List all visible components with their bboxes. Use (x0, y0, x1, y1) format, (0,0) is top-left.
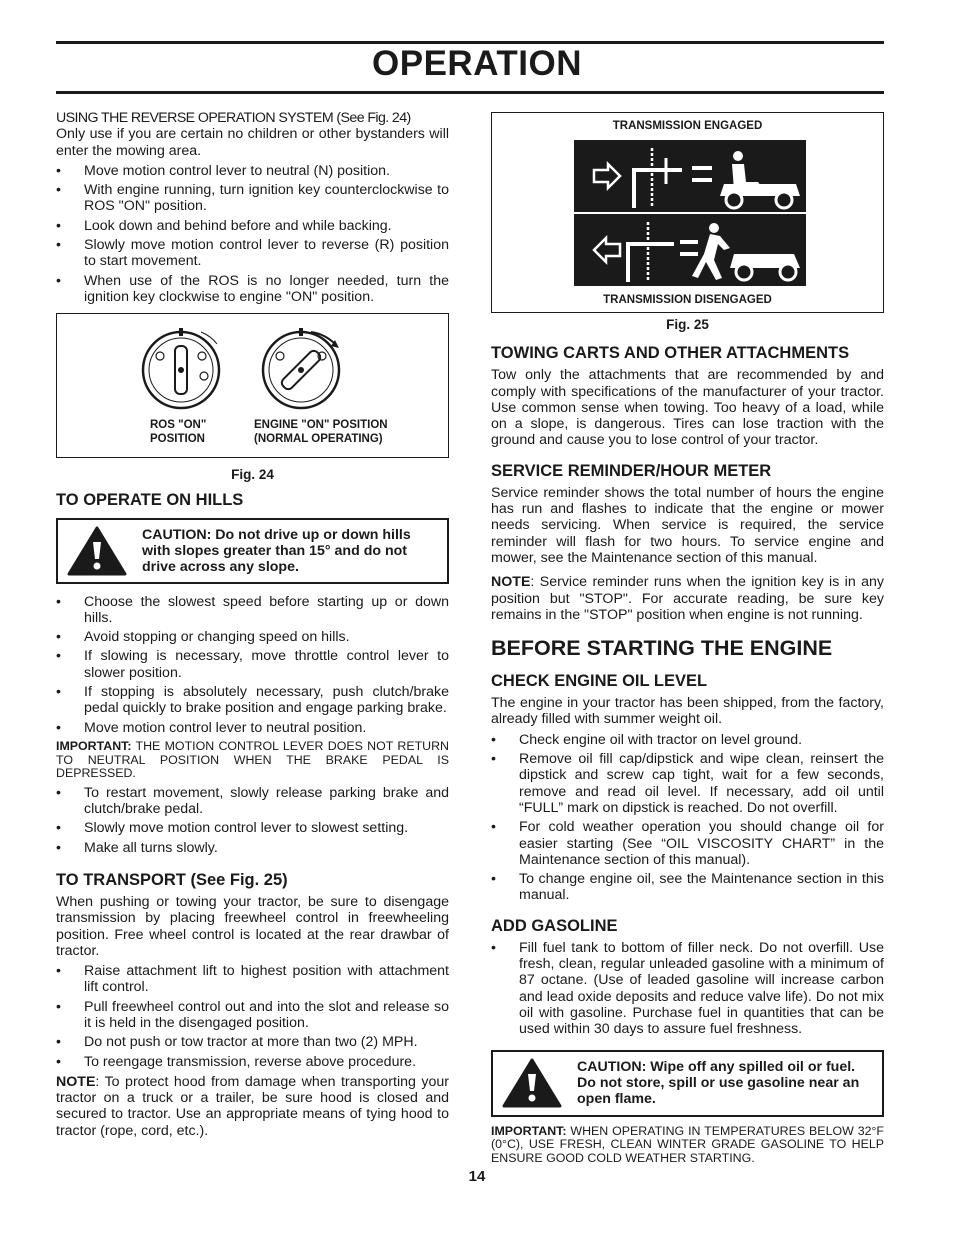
oil-heading: CHECK ENGINE OIL LEVEL (491, 672, 708, 691)
hills-important (56, 740, 449, 781)
list-item: • Raise attachment lift to highest position with attachment lift control. (56, 963, 449, 996)
left-column (56, 110, 449, 1143)
transport-note-text: : To protect hood from damage when transporting your tractor on a truck or a trailer, be sure hood is closed and secured to tractor. Use an appropriate means of tying hood to tractor (rope, cord, etc.). (56, 1073, 449, 1139)
list-item: • Check engine oil with tractor on level ground. (491, 732, 884, 748)
page-title: OPERATION (372, 44, 582, 83)
gas-steps-list (491, 940, 884, 1038)
gas-heading: ADD GASOLINE (491, 916, 618, 935)
hills-important-label: IMPORTANT: (56, 738, 132, 753)
transport-steps-list (56, 963, 449, 1070)
list-item: • Slowly move motion control lever to reverse (R) position to start movement. (56, 237, 449, 270)
fig25-caption: Fig. 25 (666, 317, 709, 332)
before-starting-heading: BEFORE STARTING THE ENGINE (491, 636, 833, 661)
transport-heading: TO TRANSPORT (See Fig. 25) (56, 870, 288, 889)
ros-steps-list (56, 163, 449, 305)
list-item: • To reengage transmission, reverse above procedure. (56, 1054, 449, 1070)
list-item: • Do not push or tow tractor at more than two (2) MPH. (56, 1034, 449, 1050)
hills-important-text: THE MOTION CONTROL LEVER DOES NOT RETURN TO NEUTRAL POSITION WHEN THE BRAKE PEDAL IS DEPRESSED. (56, 738, 449, 781)
oil-steps-list (491, 732, 884, 904)
gas-important-label: IMPORTANT: (491, 1123, 567, 1138)
list-item: • When use of the ROS is no longer needed, turn the ignition key clockwise to engine "ON" position. (56, 273, 449, 306)
list-item: • To restart movement, slowly release parking brake and clutch/brake pedal. (56, 785, 449, 818)
list-item: • Remove oil fill cap/dipstick and wipe clean, reinsert the dipstick and screw cap tight, wait for a few seconds, remove and read oil level. If necessary, add oil until “FULL” mark on dipstick is reached. Do not overfill. (491, 751, 884, 816)
list-item: • If stopping is absolutely necessary, push clutch/brake pedal quickly to brake position and engage parking brake. (56, 684, 449, 717)
transmission-disengaged-graphic (574, 214, 806, 286)
fig24-label-ros: ROS "ON" POSITION (150, 419, 207, 446)
list-item: • Slowly move motion control lever to slowest setting. (56, 820, 449, 836)
fig25-disengaged-label: TRANSMISSION DISENGAGED (603, 294, 772, 306)
hills-steps-list-2 (56, 785, 449, 856)
warning-triangle-icon (58, 525, 136, 577)
fig25-engaged-label: TRANSMISSION ENGAGED (612, 120, 763, 132)
ros-heading-text: USING THE REVERSE OPERATION SYSTEM (56, 110, 334, 126)
right-column (491, 112, 884, 1169)
gas-important-text: WHEN OPERATING IN TEMPERATURES BELOW 32°F (0°C), USE FRESH, CLEAN WINTER GRADE GASOLINE TO HELP ENSURE GOOD COLD WEATHER STARTING. (491, 1123, 884, 1165)
ros-heading (56, 110, 449, 126)
list-item: • Avoid stopping or changing speed on hills. (56, 629, 449, 645)
hills-caution-box (56, 518, 449, 584)
list-item: • Move motion control lever to neutral position. (56, 720, 449, 736)
list-item: • If slowing is necessary, move throttle control lever to slower position. (56, 648, 449, 681)
ros-intro: Only use if you are certain no children or other bystanders will enter the mowing area. (56, 126, 449, 159)
page-number: 14 (468, 1168, 486, 1185)
list-item: • Fill fuel tank to bottom of filler neck. Do not overfill. Use fresh, clean, regular unleaded gasoline with a minimum of 87 octane. (Use of leaded gasoline will increase carbon and lead oxide deposits and reduce valve life). Do not mix oil with gasoline. Purchase fuel in quantities that can be used within 30 days to assure fuel freshness. (491, 940, 884, 1038)
fig24-label-engine: ENGINE "ON" POSITION (NORMAL OPERATING) (254, 419, 388, 446)
transport-note-label: NOTE (56, 1073, 96, 1090)
hills-steps-list (56, 594, 449, 736)
ignition-dial-engine (259, 324, 349, 414)
ros-heading-ref: (See Fig. 24) (336, 110, 411, 126)
gas-caution-text: CAUTION: Wipe off any spilled oil or fuel. Do not store, spill or use gasoline near an open flame. (577, 1059, 860, 1107)
transport-note (56, 1074, 449, 1139)
service-note-label: NOTE (491, 574, 531, 591)
service-heading: SERVICE REMINDER/HOUR METER (491, 461, 772, 480)
hills-caution-text: CAUTION: Do not drive up or down hills with slopes greater than 15° and do not drive across any slope. (142, 526, 411, 575)
service-note-text: : Service reminder runs when the ignition key is in any position but "STOP". For accurate reading, be sure key remains in the "STOP" position when engine is not running. (491, 574, 884, 623)
oil-intro: The engine in your tractor has been shipped, from the factory, already filled with summer weight oil. (491, 695, 884, 728)
list-item: • Look down and behind before and while backing. (56, 218, 449, 234)
towing-text: Tow only the attachments that are recommended by and comply with specifications of the manufacturer of your tractor. Use common sense when towing. Too heavy of a load, while on a slope, is dangerous. Tires can lose traction with the ground and cause you to lose control of your tractor. (491, 367, 884, 449)
list-item: • To change engine oil, see the Maintenance section in this manual. (491, 871, 884, 904)
transport-intro: When pushing or towing your tractor, be sure to disengage transmission by placing freewheel control in freewheeling position. Free wheel control is located at the rear drawbar of tractor. (56, 893, 449, 959)
gas-caution-box (491, 1050, 884, 1117)
list-item: • For cold weather operation you should change oil for easier starting (See “OIL VISCOSITY CHART” in the Maintenance section of this manual). (491, 819, 884, 868)
title-rule (56, 91, 884, 94)
service-note (491, 574, 884, 623)
hills-heading: TO OPERATE ON HILLS (56, 490, 244, 509)
fig24-caption: Fig. 24 (231, 467, 274, 483)
list-item: • Make all turns slowly. (56, 840, 449, 856)
towing-heading: TOWING CARTS AND OTHER ATTACHMENTS (491, 344, 850, 363)
fig25-box (491, 112, 884, 313)
gas-important (491, 1125, 884, 1166)
transmission-engaged-graphic (574, 140, 806, 212)
list-item: • With engine running, turn ignition key counterclockwise to ROS "ON" position. (56, 182, 449, 215)
service-text: Service reminder shows the total number of hours the engine has run and flashes to indicate that the engine or mower needs servicing. When service is required, the service reminder will flash for two hours. To service engine and mower, see the Maintenance section of this manual. (491, 484, 884, 566)
list-item: • Move motion control lever to neutral (N) position. (56, 163, 449, 179)
list-item: • Choose the slowest speed before starting up or down hills. (56, 594, 449, 627)
warning-triangle-icon (493, 1057, 571, 1109)
fig24-box (56, 313, 449, 458)
list-item: • Pull freewheel control out and into the slot and release so it is held in the disengaged position. (56, 999, 449, 1032)
ignition-dial-ros (141, 324, 221, 414)
